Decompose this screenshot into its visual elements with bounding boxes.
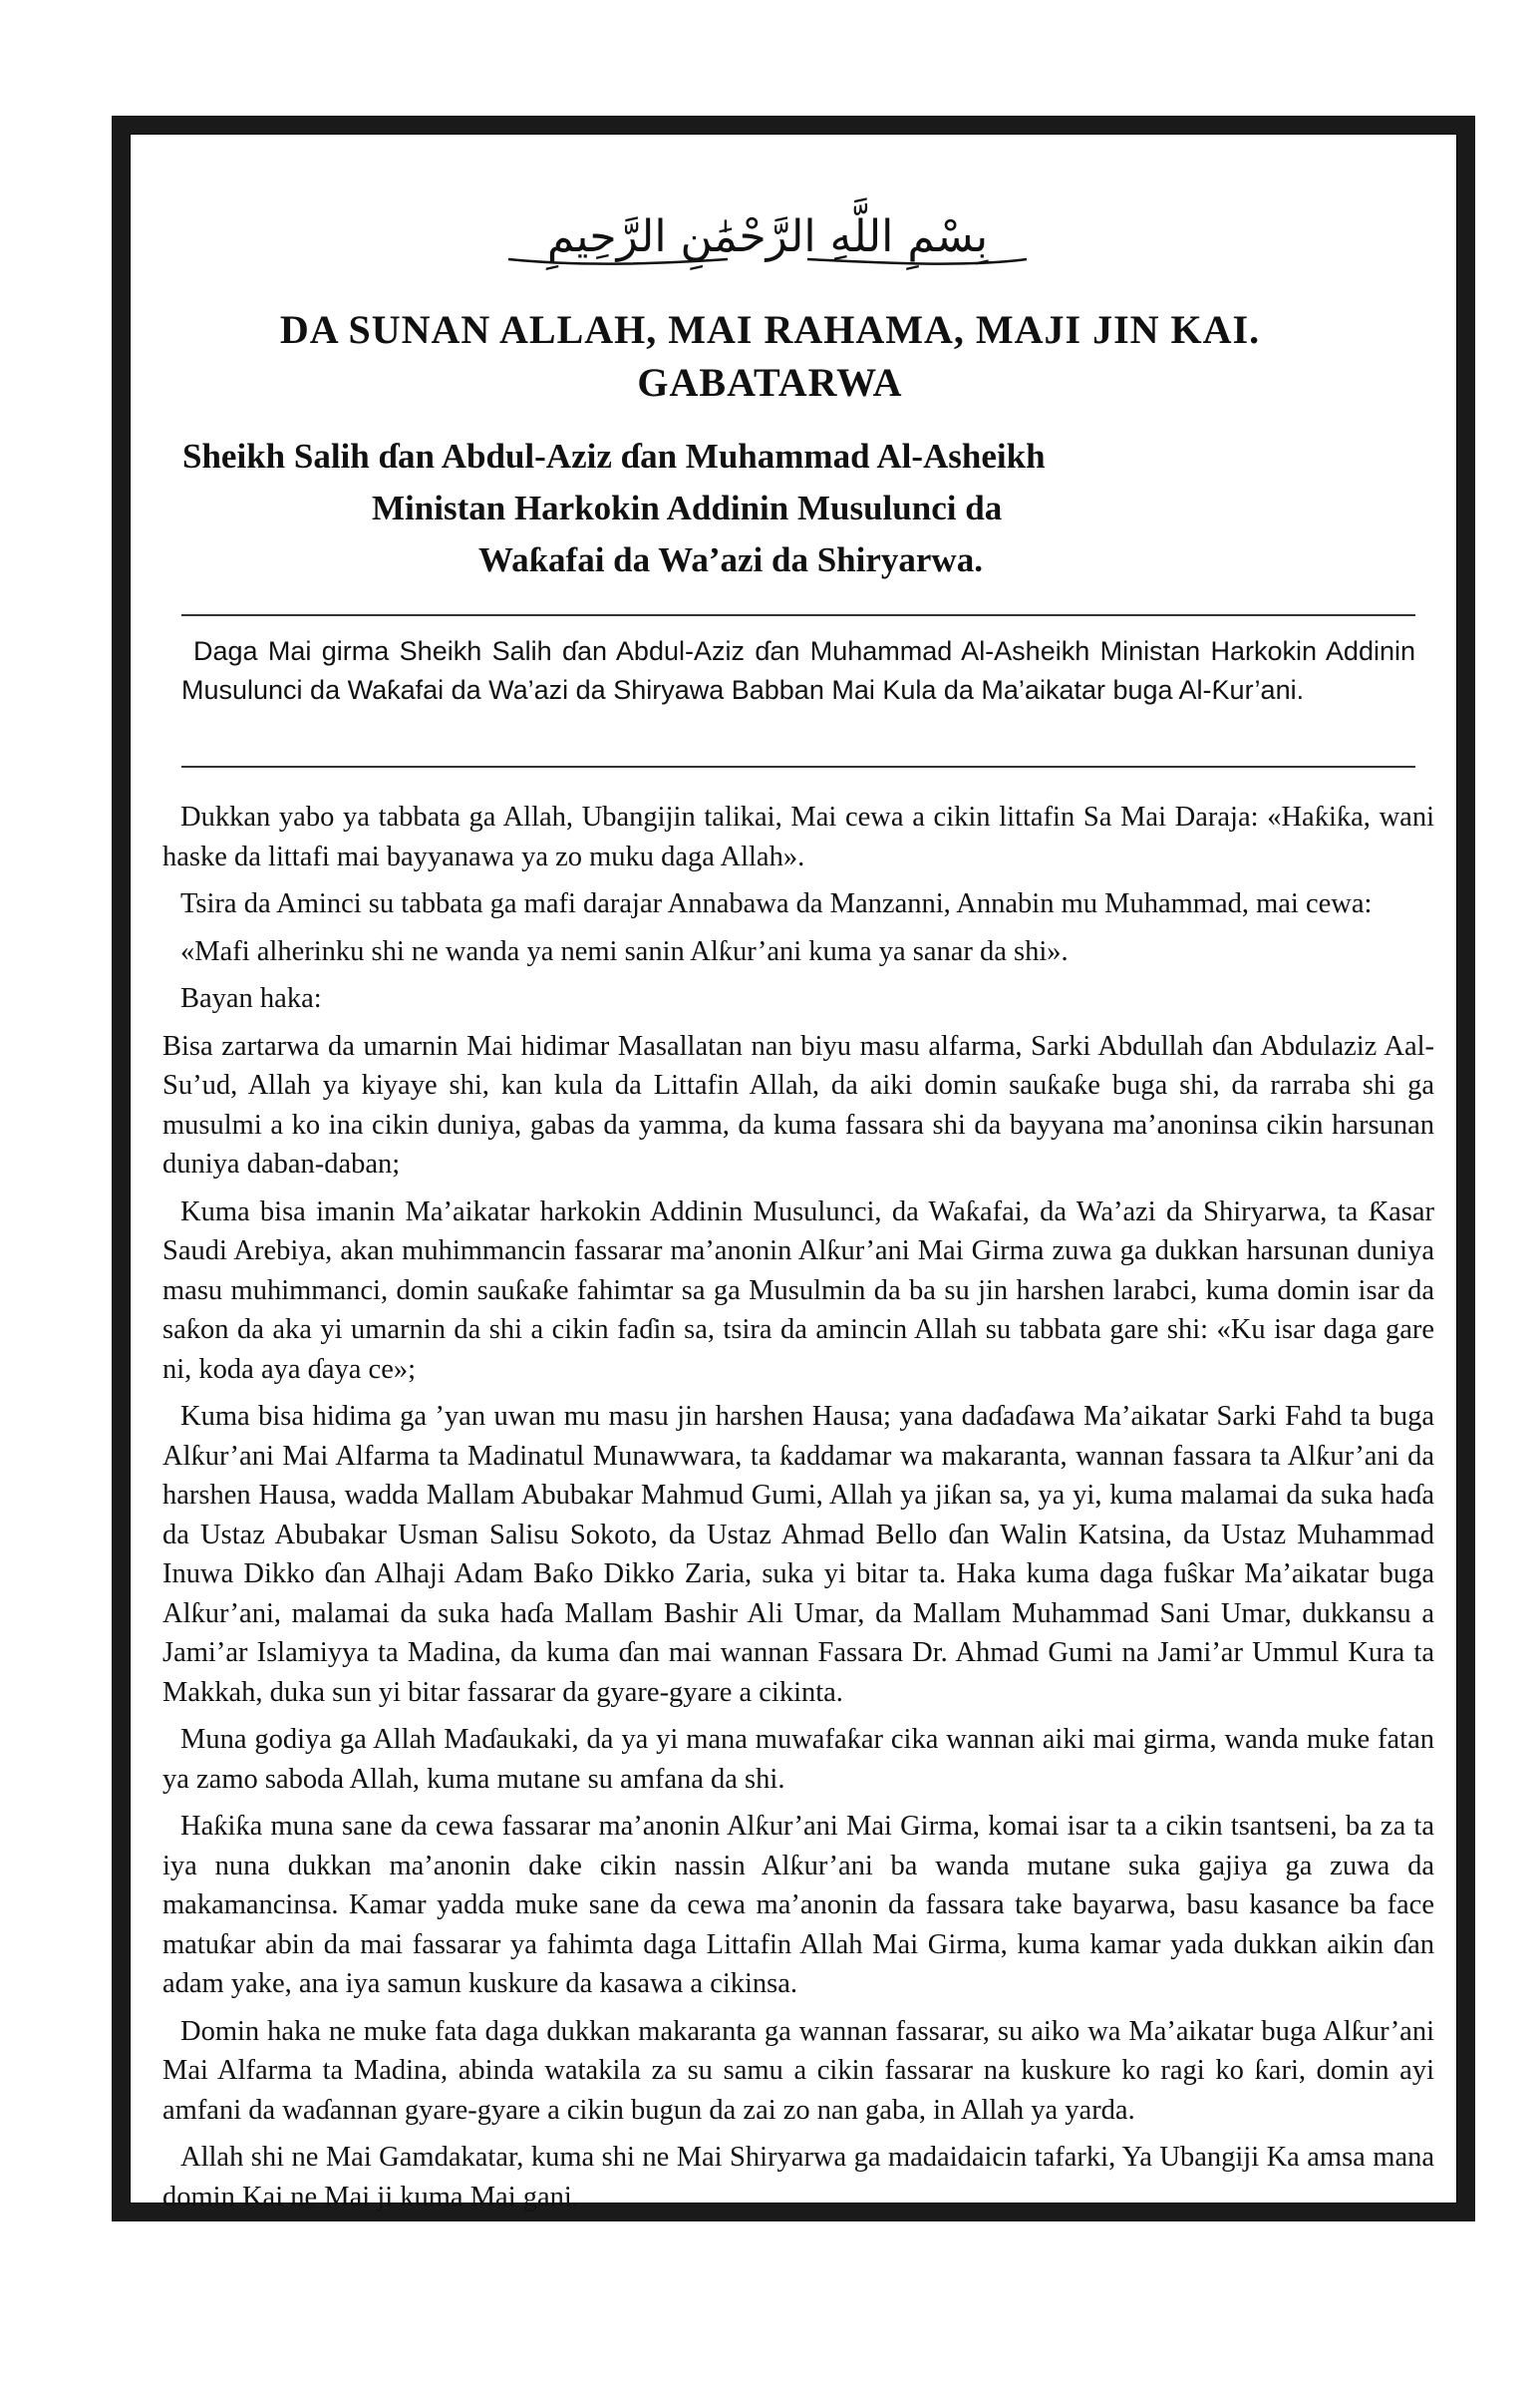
- author-title-line1: Ministan Harkokin Addinin Musulunci da: [372, 489, 1003, 527]
- body-paragraph: Bisa zartarwa da umarnin Mai hidimar Masallatan nan biyu masu alfarma, Sarki Abdullah ɗan Abdulaziz Aal-Su’ud, Allah ya kiyaye shi, kan kula da Littafin Allah, da aiki domin sauƙaƙe buga shi, da rarraba shi ga musulmi a ko ina cikin duniya, gabas da yamma, da kuma fassara shi da bayyana ma’anoninsa cikin harsunan duniya daban-daban;: [162, 1030, 1434, 1180]
- author-title-line2: Waƙafai da Wa’azi da Shiryarwa.: [478, 540, 983, 579]
- body-paragraph: Domin haka ne muke fata daga dukkan makaranta ga wannan fassarar, su aiko wa Ma’aikatar buga Alƙur’ani Mai Alfarma ta Madina, abinda watakila za su samu a cikin fassarar na kuskure ko ragi ko ƙari, domin ayi amfani da waɗannan gyare-gyare a cikin bugun da zai zo nan gaba, in Allah ya yarda.: [162, 2015, 1434, 2126]
- body-paragraph: Allah shi ne Mai Gamdakatar, kuma shi ne Mai Shiryarwa ga madaidaicin tafarki, Ya Ubangiji Ka amsa mana domin Kai ne Mai ji kuma Mai gani.: [162, 2142, 1434, 2213]
- document-title: DA SUNAN ALLAH, MAI RAHAMA, MAJI JIN KAI.: [279, 307, 1261, 352]
- body-paragraph: «Mafi alherinku shi ne wanda ya nemi sanin Alƙur’ani kuma ya sanar da shi».: [180, 935, 1069, 967]
- body-paragraph: Tsira da Aminci su tabbata ga mafi darajar Annabawa da Manzanni, Annabin mu Muhammad, mai cewa:: [180, 888, 1373, 919]
- body-text: [162, 798, 1434, 2224]
- author-name: Sheikh Salih ɗan Abdul-Aziz ɗan Muhammad Al-Asheikh: [182, 437, 1046, 476]
- body-paragraph: Kuma bisa hidima ga ’yan uwan mu masu jin harshen Hausa; yana daɗaɗawa Ma’aikatar Sarki Fahd ta buga Alƙur’ani Mai Alfarma ta Madinatul Munawwara, ta ƙaddamar wa makaranta, wannan fassara ta Alƙur’ani da harshen Hausa, wadda Mallam Abubakar Mahmud Gumi, Allah ya jiƙan sa, ya yi, kuma malamai da suka haɗa da Ustaz Abubakar Usman Salisu Sokoto, da Ustaz Ahmad Bello ɗan Walin Katsina, da Ustaz Muhammad Inuwa Dikko ɗan Alhaji Adam Baƙo Dikko Zaria, suka yi bitar ta. Haka kuma daga fuŝkar Ma’aikatar buga Alƙur’ani, malamai da suka haɗa Mallam Bashir Ali Umar, da Mallam Muhammad Sani Umar, dukkansu a Jami’ar Islamiyya ta Madina, da kuma ɗan mai wannan Fassara Dr. Ahmad Gumi na Jami’ar Ummul Kura ta Makkah, duka sun yi bitar fassarar da gyare-gyare a cikinta.: [162, 1401, 1434, 1708]
- basmala-calligraphy-icon: [468, 189, 1067, 289]
- body-paragraph: Bayan haka:: [180, 983, 322, 1014]
- body-paragraph: Dukkan yabo ya tabbata ga Allah, Ubangijin talikai, Mai cewa a cikin littafin Sa Mai Daraja: «Haƙiƙa, wani haske da littafi mai bayyanawa ya zo muku daga Allah».: [162, 802, 1434, 872]
- basmala-text: بِسْمِ اللَّهِ الرَّحْمَٰنِ الرَّحِيمِ: [546, 211, 989, 262]
- body-paragraph: Haƙiƙa muna sane da cewa fassarar ma’anonin Alƙur’ani Mai Girma, komai isar ta a cikin tsantseni, ba za ta iya nuna dukkan ma’anonin dake cikin nassin Alƙur’ani ba wanda mutane suka gajiya ga zuwa da makamancinsa. Kamar yadda muke sane da cewa ma’anonin da fassara take bayarwa, basu kasance ba face matuƙar abin da mai fassarar ya fahimta daga Littafin Allah Mai Girma, kuma kamar yada dukkan aikin ɗan adam yake, ana iya samun kuskure da kasawa a cikinsa.: [162, 1811, 1434, 1999]
- body-paragraph: Muna godiya ga Allah Maɗaukaki, da ya yi mana muwafaƙar cika wannan aiki mai girma, wanda muke fatan ya zamo saboda Allah, kuma mutane su amfana da shi.: [162, 1724, 1434, 1795]
- intro-paragraph: Daga Mai girma Sheikh Salih ɗan Abdul-Aziz ɗan Muhammad Al-Asheikh Ministan Harkokin Addinin Musulunci da Waƙafai da Wa’azi da Shiryawa Babban Mai Kula da Ma’aikatar buga Al-Ƙur’ani.: [181, 636, 1415, 705]
- document-subtitle: GABATARWA: [637, 360, 903, 405]
- divider-bottom: [181, 766, 1415, 768]
- body-paragraph: Kuma bisa imanin Ma’aikatar harkokin Addinin Musulunci, da Waƙafai, da Wa’azi da Shiryarwa, ta Ƙasar Saudi Arebiya, akan muhimmancin fassarar ma’anonin Alƙur’ani Mai Girma zuwa ga dukkan harsunan duniya masu muhimmanci, domin sauƙaƙe fahimtar sa ga Musulmin da ba su jin harshen larabci, kuma domin isar da saƙon da aka yi umarnin da shi a cikin faɗin sa, tsira da amincin Allah su tabbata gare shi: «Ku isar daga gare ni, koda aya ɗaya ce»;: [162, 1195, 1434, 1385]
- divider-top: [181, 614, 1415, 616]
